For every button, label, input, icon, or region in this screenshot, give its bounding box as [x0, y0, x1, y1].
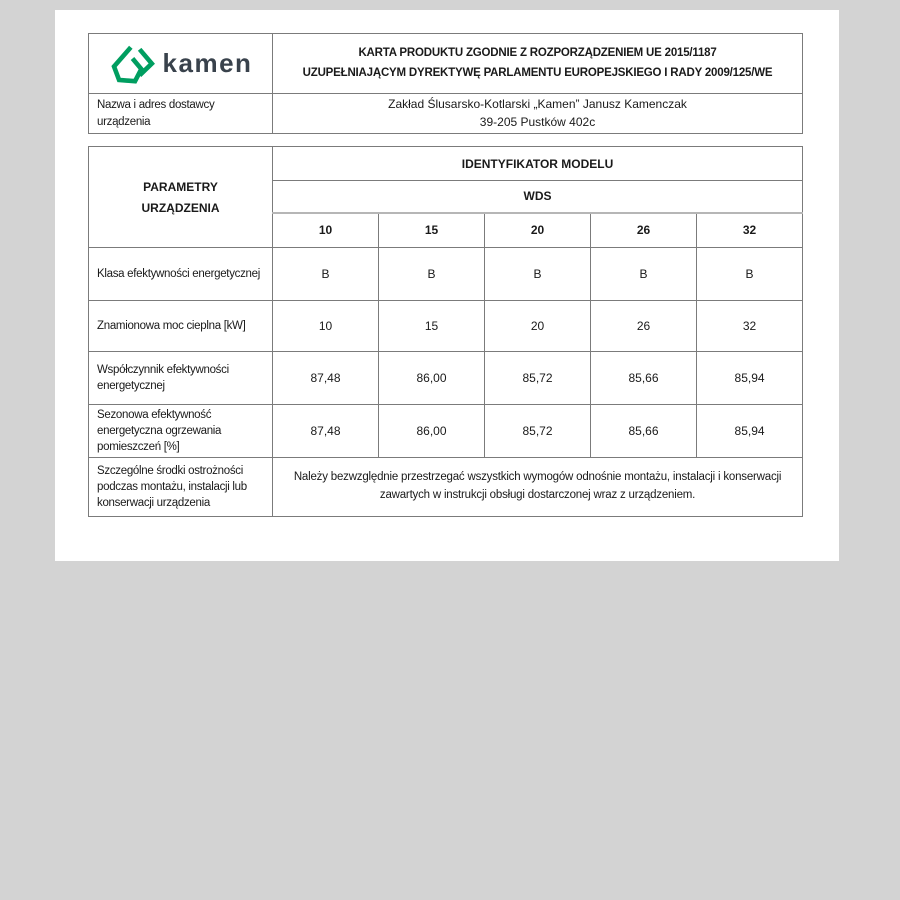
document-page	[55, 10, 839, 561]
logo-droplet-shape	[114, 47, 141, 81]
parameters-header-cell	[89, 147, 273, 248]
table-row	[89, 248, 803, 301]
precautions-text: Należy bezwzględnie przestrzegać wszystkich wymogów odnośnie montażu, instalacji i konserwacji zawartych w instrukcji obsługi dostarczonej wraz z urządzeniem.	[273, 458, 803, 517]
value-cell: 20	[485, 301, 591, 352]
row-label: Znamionowa moc cieplna [kW]	[89, 301, 273, 352]
row-label: Współczynnik efektywności energetycznej	[89, 352, 273, 405]
supplier-header-table	[88, 33, 803, 134]
model-column-header: 15	[379, 213, 485, 248]
value-cell: 15	[379, 301, 485, 352]
value-cell: 85,94	[697, 405, 803, 458]
logo-chevron-shape	[139, 49, 151, 75]
table-row	[89, 301, 803, 352]
value-cell: 86,00	[379, 352, 485, 405]
supplier-value-cell	[273, 94, 803, 134]
value-cell: B	[697, 248, 803, 301]
value-cell: 87,48	[273, 405, 379, 458]
value-cell: 87,48	[273, 352, 379, 405]
kamen-logo-icon	[109, 43, 156, 85]
row-label: Sezonowa efektywność energetyczna ogrzewania pomieszczeń [%]	[89, 405, 273, 458]
value-cell: B	[485, 248, 591, 301]
precautions-label: Szczególne środki ostrożności podczas montażu, instalacji lub konserwacji urządzenia	[89, 458, 273, 517]
model-identifier-header: IDENTYFIKATOR MODELU	[273, 147, 803, 181]
title-line-2: UZUPEŁNIAJĄCYM DYREKTYWĘ PARLAMENTU EUROPEJSKIEGO I RADY 2009/125/WE	[302, 66, 773, 79]
value-cell: B	[591, 248, 697, 301]
table-row	[89, 405, 803, 458]
supplier-label: Nazwa i adres dostawcy urządzenia	[89, 94, 273, 134]
table-row	[89, 352, 803, 405]
supplier-address: 39-205 Pustków 402c	[479, 114, 596, 129]
model-series-header: WDS	[273, 181, 803, 213]
value-cell: 85,66	[591, 405, 697, 458]
value-cell: 85,72	[485, 405, 591, 458]
value-cell: 32	[697, 301, 803, 352]
value-cell: 85,72	[485, 352, 591, 405]
value-cell: 10	[273, 301, 379, 352]
document-title	[273, 34, 803, 94]
parameters-header-line-2: URZĄDZENIA	[141, 200, 220, 215]
supplier-name: Zakład Ślusarsko-Kotlarski „Kamen” Janusz Kamenczak	[388, 97, 687, 112]
model-column-header: 10	[273, 213, 379, 248]
parameters-table	[88, 146, 803, 517]
row-label: Klasa efektywności energetycznej	[89, 248, 273, 301]
value-cell: 26	[591, 301, 697, 352]
title-line-1: KARTA PRODUKTU ZGODNIE Z ROZPORZĄDZENIEM UE 2015/1187	[358, 46, 717, 59]
value-cell: 85,66	[591, 352, 697, 405]
value-cell: B	[273, 248, 379, 301]
value-cell: 85,94	[697, 352, 803, 405]
kamen-logo-text: kamen	[162, 47, 253, 78]
model-column-header: 20	[485, 213, 591, 248]
parameters-header-line-1: PARAMETRY	[143, 179, 218, 194]
kamen-logo	[89, 43, 272, 85]
model-column-header: 26	[591, 213, 697, 248]
value-cell: B	[379, 248, 485, 301]
table-row	[89, 458, 803, 517]
model-column-header: 32	[697, 213, 803, 248]
logo-cell	[89, 34, 273, 94]
value-cell: 86,00	[379, 405, 485, 458]
